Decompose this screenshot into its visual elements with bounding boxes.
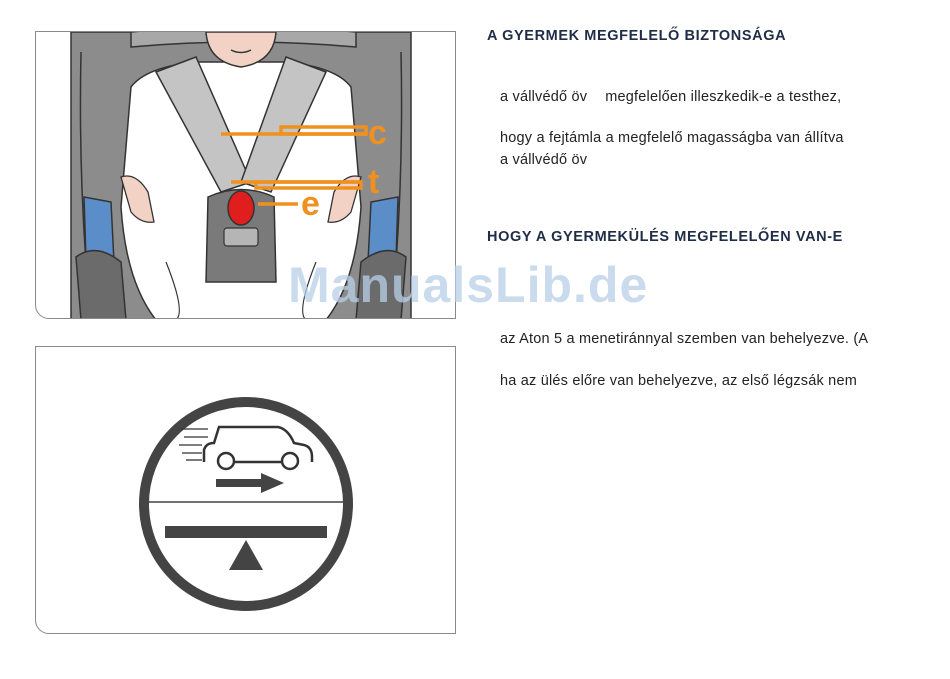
direction-arrow-icon	[216, 473, 284, 493]
label-e: e	[301, 185, 320, 223]
section2-heading: HOGY A GYERMEKÜLÉS MEGFELELŐEN VAN-E	[487, 229, 843, 245]
warning-circle	[144, 402, 348, 606]
watermark: ManualsLib.de	[288, 257, 649, 313]
section2-line1: az Aton 5 a menetiránnyal szemben van behelyezve. (A	[500, 331, 869, 347]
airbag-warning-drawing	[36, 347, 456, 634]
balance-scale-icon	[165, 526, 327, 570]
section2-line2: ha az ülés előre van behelyezve, az első légzsák nem	[500, 373, 857, 389]
section1-line1b: megfelelően illeszkedik-e a testhez,	[605, 89, 842, 105]
section1-line1	[500, 86, 841, 108]
section1-line2: hogy a fejtámla a megfelelő magasságba van állítva	[500, 130, 844, 146]
section1-heading: A GYERMEK MEGFELELŐ BIZTONSÁGA	[487, 28, 787, 44]
label-t: t	[368, 163, 380, 201]
section1-line1a: a vállvédő öv	[500, 89, 588, 105]
buckle-icon	[228, 191, 254, 225]
section1-line3: a vállvédő öv	[500, 152, 588, 168]
airbag-warning-illustration	[35, 346, 456, 634]
car-front-facing-icon	[179, 427, 312, 469]
label-c: c	[368, 114, 387, 152]
